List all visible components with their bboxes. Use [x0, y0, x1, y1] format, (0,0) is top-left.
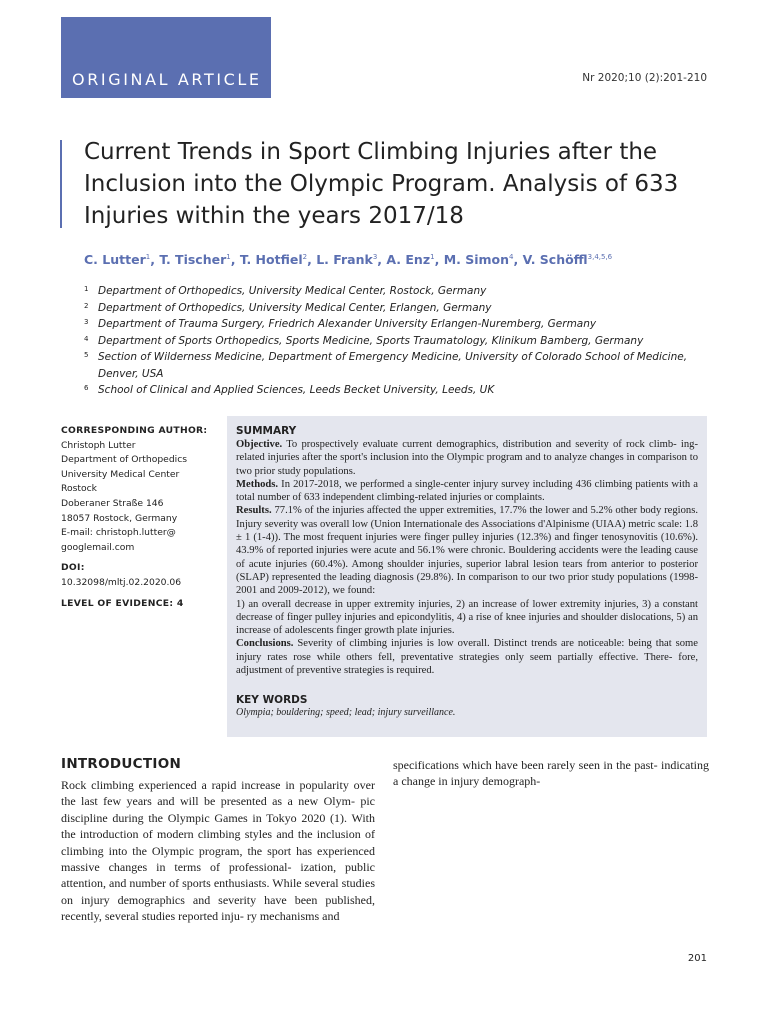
- title-accent-bar: [60, 140, 62, 228]
- author-list: C. Lutter$^1$, T. Tischer$^1$, T. Hotfiel$^2$, L. Frank$^3$, A. Enz$^1$, M. Simon$^4$, V. Schöffl$^{3,4,5,6}$: [84, 252, 613, 267]
- page-number: 201: [687, 953, 707, 964]
- journal-reference: Nr 2020;10 (2):201-210: [582, 72, 707, 84]
- contact-line: 18057 Rostock, Germany: [61, 512, 178, 524]
- introduction-left-column: Rock climbing experienced a rapid increase in popularity over the last few years and will be presented as a new Olym- pic discipline during the Olympic Games in Tokyo 2020 (1). With the introduction of modern climbing styles and the inclusion of climbing into the Olympic program, the sport has experienced massive changes in terms of professional- ization, public attention, and number of sports enthusiasts. While several studies on injury demographics and severity have been published, recently, several studies reported inju- ry mechanisms and: [61, 778, 375, 924]
- keywords-text: Olympia; bouldering; speed; lead; injury surveillance.: [236, 707, 456, 719]
- introduction-heading: INTRODUCTION: [61, 756, 182, 772]
- summary-results: Results. 77.1% of the injuries affected the upper extremities, 17.7% the lower and 5.2% other body regions. Injury severity was overall low (Union Internationale des Associations d'Alpinisme (UIAA) metric scale: 1.8 ± 1 (1-4)). The most frequent injuries were finger pulley injuries (12.3%) and finger tenosynovitis (10.6%). 43.9% of reported injuries were acute and 56.1% were chronic. Bouldering accidents were the leading cause of acute injuries (60.4%). Among shoulder injuries, superior labral lesion tears from anterior to posterior (SLAP) represented the leading diagnosis (29.8%). In comparison to our two prior study populations (1998-2001 and 2009-2012), we found:: [236, 505, 698, 597]
- author: M. Simon$^4$: [443, 252, 514, 267]
- author: T. Tischer$^1$: [159, 252, 231, 267]
- affiliation-item: 3 Department of Trauma Surgery, Friedrich Alexander University Erlangen-Nuremberg, Germany: [84, 318, 597, 330]
- introduction-right-column: specifications which have been rarely seen in the past- indicating a change in injury demograph-: [393, 758, 709, 789]
- keywords-heading: KEY WORDS: [236, 694, 308, 707]
- author: C. Lutter$^1$: [84, 252, 151, 267]
- email-line[interactable]: googlemail.com: [61, 541, 135, 553]
- contact-line: Christoph Lutter: [61, 439, 136, 451]
- contact-line: University Medical Center: [61, 468, 180, 480]
- author: A. Enz$^1$: [386, 252, 435, 267]
- article-title: Current Trends in Sport Climbing Injuries after the Inclusion into the Olympic Program. Analysis of 633 Injuries within the years 2017/18: [84, 139, 679, 229]
- corresponding-author-label: CORRESPONDING AUTHOR:: [61, 425, 208, 436]
- contact-line: Doberaner Straße 146: [61, 497, 164, 509]
- affiliation-item: 5 Section of Wilderness Medicine, Department of Emergency Medicine, University of Colorado School of Medicine, Denver, USA: [84, 351, 688, 380]
- affiliation-item: 6 School of Clinical and Applied Sciences, Leeds Becket University, Leeds, UK: [84, 384, 495, 396]
- author: L. Frank$^3$: [316, 252, 378, 267]
- article-sidebar: [61, 424, 221, 611]
- author: T. Hotfiel$^2$: [239, 252, 308, 267]
- section-banner: [61, 17, 271, 98]
- summary-methods: Methods. In 2017-2018, we performed a single-center injury survey including 436 climbing patients with a total number of 633 independent climbing-related injuries or complaints.: [236, 478, 698, 504]
- doi-value[interactable]: 10.32098/mltj.02.2020.06: [61, 576, 182, 588]
- summary-heading: SUMMARY: [236, 425, 297, 437]
- summary-objective: Objective. To prospectively evaluate current demographics, distribution and severity of rock climb- ing-related injuries after the sport's inclusion into the Olympic program and to analyze changes in comparison to two prior study populations.: [236, 439, 698, 477]
- affiliation-item: 4 Department of Sports Orthopedics, Sports Medicine, Sports Traumatology, Klinikum Bamberg, Germany: [84, 334, 644, 347]
- affiliation-item: 1 Department of Orthopedics, University Medical Center, Rostock, Germany: [84, 285, 487, 297]
- email-line[interactable]: E-mail: christoph.lutter@: [61, 527, 176, 539]
- affiliation-item: 2 Department of Orthopedics, University Medical Center, Erlangen, Germany: [84, 301, 492, 314]
- contact-line: Department of Orthopedics: [61, 454, 188, 466]
- author: V. Schöffl$^{3,4,5,6}$: [522, 252, 613, 267]
- doi-label: DOI:: [61, 562, 85, 574]
- affiliation-list: [84, 283, 704, 399]
- summary-box: [227, 416, 707, 737]
- level-of-evidence: LEVEL OF EVIDENCE: 4: [61, 597, 184, 609]
- contact-line: Rostock: [61, 483, 97, 495]
- summary-findings: 1) an overall decrease in upper extremity injuries, 2) an increase of lower extremity injuries, 3) a constant decrease of finger pulley injuries and epicondylitis, 4) a rise of knee injuries and shoulder dislocations, 5) an increase of adolescents finger growth plate injuries.: [236, 598, 698, 637]
- section-label: ORIGINAL ARTICLE: [72, 70, 262, 89]
- summary-conclusions: Conclusions. Severity of climbing injuries is low overall. Distinct trends are noticeable: being that some injury rates rose while others fell, preventative strategies only seem partially effective. There- fore, adjustment of preventive strategies is required.: [236, 638, 698, 677]
